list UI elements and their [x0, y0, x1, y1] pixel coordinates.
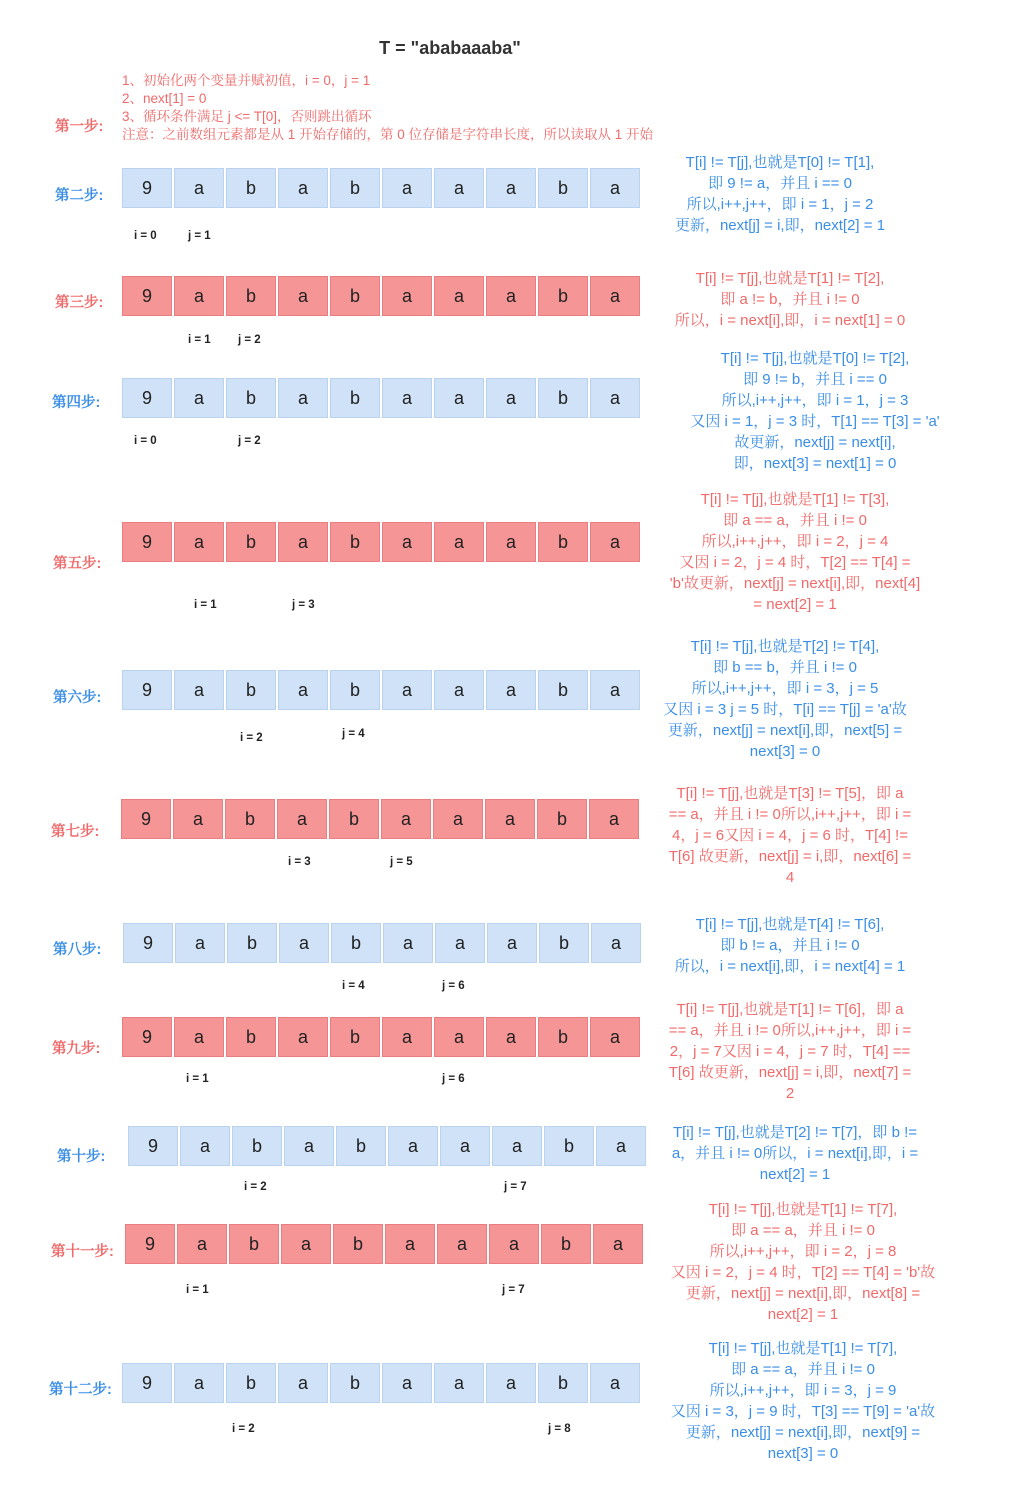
- array-cell: a: [589, 799, 639, 839]
- array-cell: a: [278, 1363, 328, 1403]
- i-pointer-label: i = 0: [134, 435, 157, 447]
- array-cell: a: [279, 923, 329, 963]
- array-cell: a: [382, 1017, 432, 1057]
- array-row: [121, 799, 641, 839]
- array-cell: a: [489, 1224, 539, 1264]
- j-pointer-label: j = 5: [390, 856, 413, 868]
- array-cell: b: [330, 378, 380, 418]
- array-cell: a: [174, 522, 224, 562]
- array-cell: b: [537, 799, 587, 839]
- j-pointer-label: j = 6: [442, 1073, 465, 1085]
- array-cell: 9: [122, 276, 172, 316]
- array-cell: a: [382, 670, 432, 710]
- step-description: T[i] != T[j],也就是T[1] != T[7], 即 a == a，并且 i != 0 所以,i++,j++，即 i = 3，j = 9 又因 i = 3，j = 9 时，T[3] == T[9] = 'a'故 更新，next[j] = next[i],即，next[9] = next[3] = 0: [670, 1340, 936, 1462]
- array-cell: b: [226, 522, 276, 562]
- step-description: T[i] != T[j],也就是T[1] != T[3], 即 a == a，并且 i != 0 所以,i++,j++，即 i = 2，j = 4 又因 i = 2，j = 4 时，T[2] == T[4] = 'b'故更新，next[j] = next[i],即，next[4] = next[2] = 1: [669, 491, 921, 613]
- step-label-5: 第五步:: [53, 556, 102, 572]
- array-cell: a: [382, 168, 432, 208]
- i-pointer-label: i = 3: [288, 856, 311, 868]
- array-cell: b: [226, 1017, 276, 1057]
- array-cell: a: [174, 1363, 224, 1403]
- j-pointer-label: j = 7: [502, 1284, 525, 1296]
- array-cell: a: [590, 168, 640, 208]
- array-row: [122, 168, 642, 208]
- array-cell: a: [174, 168, 224, 208]
- array-cell: b: [544, 1126, 594, 1166]
- array-cell: a: [590, 1363, 640, 1403]
- array-cell: a: [278, 522, 328, 562]
- array-cell: a: [278, 168, 328, 208]
- array-cell: 9: [121, 799, 171, 839]
- step-description: T[i] != T[j],也就是T[4] != T[6], 即 b != a，并且 i != 0 所以，i = next[i],即，i = next[4] = 1: [674, 916, 906, 975]
- array-cell: a: [180, 1126, 230, 1166]
- step-label-7: 第七步:: [51, 824, 100, 840]
- array-cell: b: [538, 168, 588, 208]
- array-cell: b: [538, 378, 588, 418]
- array-cell: b: [330, 1363, 380, 1403]
- array-cell: a: [434, 168, 484, 208]
- array-cell: 9: [122, 1363, 172, 1403]
- step-description: T[i] != T[j],也就是T[1] != T[7], 即 a == a，并且 i != 0 所以,i++,j++，即 i = 2，j = 8 又因 i = 2，j = 4 时，T[2] == T[4] = 'b'故 更新，next[j] = next[i],即，next[8] = next[2] = 1: [670, 1201, 936, 1323]
- step-label-8: 第八步:: [53, 942, 102, 958]
- j-pointer-label: j = 4: [342, 728, 365, 740]
- array-cell: a: [434, 1363, 484, 1403]
- array-cell: a: [433, 799, 483, 839]
- array-row: [122, 276, 642, 316]
- array-cell: a: [593, 1224, 643, 1264]
- array-cell: b: [336, 1126, 386, 1166]
- step-label-6: 第六步:: [53, 690, 102, 706]
- array-cell: a: [278, 276, 328, 316]
- array-cell: a: [590, 670, 640, 710]
- array-cell: a: [486, 276, 536, 316]
- array-cell: a: [591, 923, 641, 963]
- array-cell: a: [281, 1224, 331, 1264]
- i-pointer-label: i = 1: [186, 1284, 209, 1296]
- array-cell: b: [226, 276, 276, 316]
- array-cell: a: [434, 378, 484, 418]
- step-label-9: 第九步:: [52, 1041, 101, 1057]
- array-cell: b: [232, 1126, 282, 1166]
- j-pointer-label: j = 8: [548, 1423, 571, 1435]
- array-cell: a: [278, 1017, 328, 1057]
- array-row: [122, 670, 642, 710]
- step-description: T[i] != T[j],也就是T[3] != T[5]，即 a == a，并且 i != 0所以,i++,j++，即 i = 4，j = 6又因 i = 4，j = 6 时，T[4] != T[6] 故更新，next[j] = i,即，next[6] = 4: [668, 785, 912, 886]
- array-cell: a: [485, 799, 535, 839]
- array-cell: b: [538, 1363, 588, 1403]
- array-cell: a: [382, 522, 432, 562]
- step-description: T[i] != T[j],也就是T[0] != T[2], 即 9 != b，并且 i == 0 所以,i++,j++，即 i = 1，j = 3 又因 i = 1，j = 3 时，T[1] == T[3] = 'a' 故更新，next[j] = next[i], 即，next[3] = next[1] = 0: [690, 350, 940, 472]
- i-pointer-label: i = 4: [342, 980, 365, 992]
- array-cell: a: [590, 1017, 640, 1057]
- intro-line: 1、初始化两个变量并赋初值，i = 0，j = 1: [122, 73, 371, 88]
- array-cell: a: [437, 1224, 487, 1264]
- step-label-10: 第十步:: [57, 1149, 106, 1165]
- j-pointer-label: j = 1: [188, 230, 211, 242]
- step-label-1: 第一步:: [55, 119, 104, 135]
- j-pointer-label: j = 2: [238, 334, 261, 346]
- array-row: [125, 1224, 645, 1264]
- array-cell: a: [486, 1017, 536, 1057]
- array-cell: 9: [122, 522, 172, 562]
- array-cell: a: [385, 1224, 435, 1264]
- array-cell: b: [538, 276, 588, 316]
- array-cell: a: [434, 522, 484, 562]
- array-cell: 9: [122, 670, 172, 710]
- j-pointer-label: j = 2: [238, 435, 261, 447]
- array-cell: a: [486, 168, 536, 208]
- array-cell: a: [175, 923, 225, 963]
- array-cell: a: [486, 670, 536, 710]
- array-cell: a: [487, 923, 537, 963]
- step-label-3: 第三步:: [55, 295, 104, 311]
- step-description: T[i] != T[j],也就是T[1] != T[2], 即 a != b，并且 i != 0 所以，i = next[i],即，i = next[1] = 0: [674, 270, 906, 329]
- array-cell: a: [434, 276, 484, 316]
- i-pointer-label: i = 2: [240, 732, 263, 744]
- array-cell: a: [382, 276, 432, 316]
- array-cell: b: [539, 923, 589, 963]
- array-cell: a: [174, 378, 224, 418]
- array-cell: a: [486, 378, 536, 418]
- array-row: [122, 522, 642, 562]
- array-cell: a: [383, 923, 433, 963]
- array-cell: b: [331, 923, 381, 963]
- array-cell: 9: [123, 923, 173, 963]
- array-cell: a: [435, 923, 485, 963]
- array-cell: a: [590, 378, 640, 418]
- intro-line: 2、next[1] = 0: [122, 91, 207, 106]
- step-label-11: 第十一步:: [51, 1244, 114, 1260]
- step-label-12: 第十二步:: [49, 1382, 112, 1398]
- step-description: T[i] != T[j],也就是T[2] != T[4], 即 b == b，并且 i != 0 所以,i++,j++，即 i = 3，j = 5 又因 i = 3 j = 5 时，T[i] == T[j] = 'a'故 更新，next[j] = next[i],即，next[5] = next[3] = 0: [663, 638, 907, 760]
- step-description: T[i] != T[j],也就是T[2] != T[7]，即 b != a，并且 i != 0所以，i = next[i],即，i = next[2] = 1: [671, 1124, 919, 1183]
- array-cell: b: [226, 1363, 276, 1403]
- array-cell: a: [381, 799, 431, 839]
- array-cell: a: [174, 276, 224, 316]
- intro-line: 注意：之前数组元素都是从 1 开始存储的，第 0 位存储是字符串长度，所以读取从 1 开始: [122, 127, 654, 142]
- array-cell: b: [226, 378, 276, 418]
- array-cell: a: [382, 1363, 432, 1403]
- array-cell: 9: [122, 1017, 172, 1057]
- array-cell: b: [226, 168, 276, 208]
- intro-notes: [122, 72, 653, 144]
- array-cell: b: [538, 670, 588, 710]
- array-cell: b: [538, 1017, 588, 1057]
- array-cell: b: [329, 799, 379, 839]
- array-cell: a: [590, 276, 640, 316]
- array-cell: 9: [125, 1224, 175, 1264]
- i-pointer-label: i = 0: [134, 230, 157, 242]
- array-cell: b: [227, 923, 277, 963]
- intro-line: 3、循环条件满足 j <= T[0]，否则跳出循环: [122, 109, 372, 124]
- array-row: [123, 923, 643, 963]
- array-cell: b: [225, 799, 275, 839]
- array-cell: a: [440, 1126, 490, 1166]
- array-cell: a: [277, 799, 327, 839]
- array-cell: a: [278, 670, 328, 710]
- array-cell: b: [330, 522, 380, 562]
- array-cell: a: [492, 1126, 542, 1166]
- array-cell: 9: [122, 168, 172, 208]
- array-cell: b: [330, 670, 380, 710]
- array-cell: b: [541, 1224, 591, 1264]
- array-row: [122, 1017, 642, 1057]
- i-pointer-label: i = 1: [188, 334, 211, 346]
- array-cell: a: [388, 1126, 438, 1166]
- array-cell: b: [229, 1224, 279, 1264]
- array-row: [122, 378, 642, 418]
- i-pointer-label: i = 2: [244, 1181, 267, 1193]
- array-cell: b: [330, 1017, 380, 1057]
- array-cell: 9: [128, 1126, 178, 1166]
- array-row: [128, 1126, 648, 1166]
- array-cell: a: [284, 1126, 334, 1166]
- i-pointer-label: i = 1: [186, 1073, 209, 1085]
- j-pointer-label: j = 3: [292, 599, 315, 611]
- step-label-2: 第二步:: [55, 188, 104, 204]
- array-row: [122, 1363, 642, 1403]
- j-pointer-label: j = 6: [442, 980, 465, 992]
- array-cell: a: [486, 522, 536, 562]
- array-cell: a: [434, 1017, 484, 1057]
- array-cell: b: [330, 276, 380, 316]
- diagram-title: T = "ababaaaba": [379, 38, 521, 58]
- array-cell: a: [382, 378, 432, 418]
- array-cell: 9: [122, 378, 172, 418]
- step-description: T[i] != T[j],也就是T[0] != T[1], 即 9 != a，并且 i == 0 所以,i++,j++，即 i = 1，j = 2 更新，next[j] = i,即，next[2] = 1: [674, 154, 886, 234]
- i-pointer-label: i = 2: [232, 1423, 255, 1435]
- array-cell: a: [596, 1126, 646, 1166]
- array-cell: b: [538, 522, 588, 562]
- array-cell: b: [330, 168, 380, 208]
- array-cell: a: [174, 1017, 224, 1057]
- step-description: T[i] != T[j],也就是T[1] != T[6]，即 a == a，并且 i != 0所以,i++,j++，即 i = 2，j = 7又因 i = 4，j = 7 时，T[4] == T[6] 故更新，next[j] = i,即，next[7] = 2: [668, 1001, 912, 1102]
- array-cell: b: [333, 1224, 383, 1264]
- array-cell: a: [486, 1363, 536, 1403]
- array-cell: a: [174, 670, 224, 710]
- array-cell: a: [434, 670, 484, 710]
- array-cell: a: [590, 522, 640, 562]
- step-label-4: 第四步:: [52, 395, 101, 411]
- array-cell: a: [173, 799, 223, 839]
- array-cell: a: [278, 378, 328, 418]
- j-pointer-label: j = 7: [504, 1181, 527, 1193]
- i-pointer-label: i = 1: [194, 599, 217, 611]
- array-cell: a: [177, 1224, 227, 1264]
- array-cell: b: [226, 670, 276, 710]
